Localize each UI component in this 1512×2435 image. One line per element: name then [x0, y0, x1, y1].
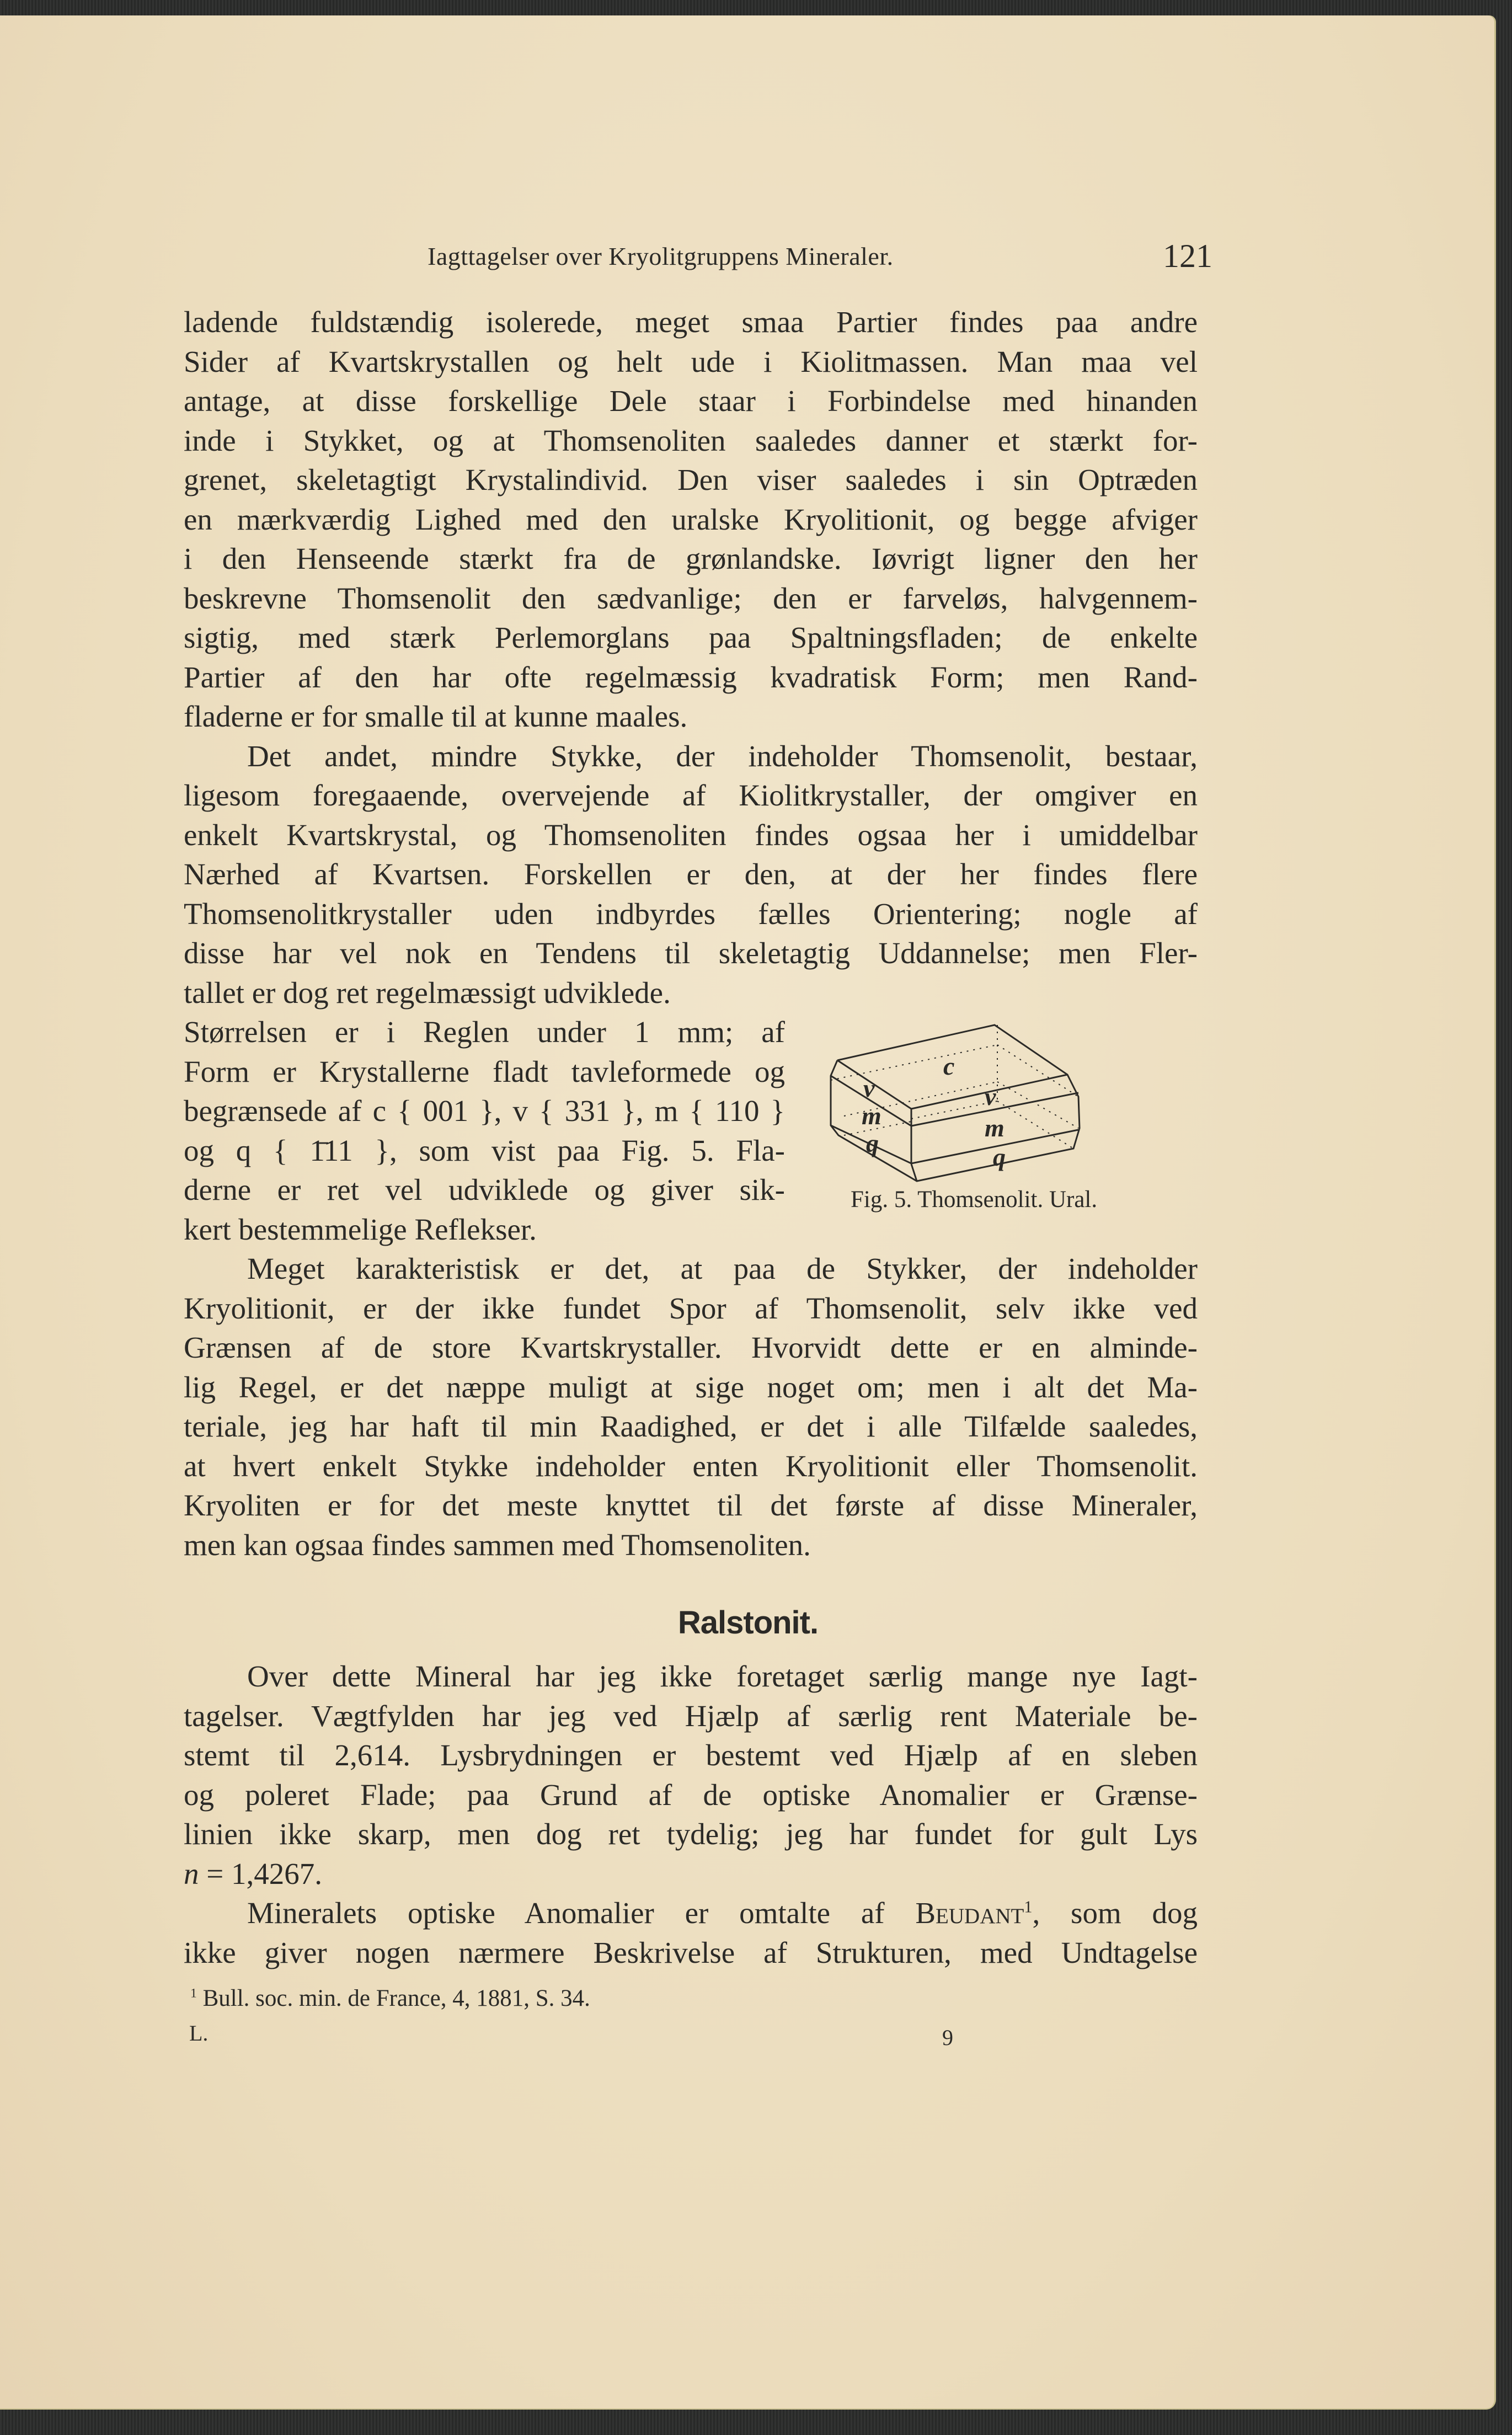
scanned-page: [0, 15, 1496, 2410]
text-line: linien ikke skarp, men dog ret tydelig; jeg har fundet for gult Lys: [184, 1817, 1198, 1851]
text-line: Nærhed af Kvartsen. Forskellen er den, at der her findes flere: [184, 857, 1198, 891]
face-label-q-left: q: [866, 1129, 879, 1157]
footnote-marker: 1: [190, 1986, 197, 2001]
section-heading: Ralstonit.: [677, 1605, 819, 1641]
text-span: , som dog: [1032, 1896, 1198, 1930]
paragraph-5: [184, 1657, 1198, 1893]
running-title: Iagttagelser over Kryolitgruppens Mineraler.: [428, 242, 894, 270]
text-line: Form er Krystallerne fladt tavleformede og: [184, 1054, 785, 1088]
text-line: kert bestemmelige Reflekser.: [184, 1212, 537, 1246]
text-line: lig Regel, er det næppe muligt at sige noget om; men i alt det Ma-: [184, 1370, 1198, 1404]
text-line: Meget karakteristisk er det, at paa de Stykker, der indeholder: [247, 1252, 1198, 1285]
text-line: tallet er dog ret regelmæssigt udviklede.: [184, 975, 671, 1010]
text-line: derne er ret vel udviklede og giver sik-: [184, 1173, 785, 1206]
text-line: Det andet, mindre Stykke, der indeholder Thomsenolit, bestaar,: [247, 739, 1198, 773]
text-line: tagelser. Vægtfylden har jeg ved Hjælp af særlig rent Materiale be-: [184, 1699, 1198, 1733]
paragraph-4: [184, 1249, 1198, 1564]
text-line: stemt til 2,614. Lysbrydningen er bestemt ved Hjælp af en sleben: [184, 1738, 1198, 1772]
face-label-c: c: [943, 1052, 955, 1080]
face-label-m-front: m: [985, 1114, 1005, 1142]
text-line: Over dette Mineral har jeg ikke foretaget særlig mange nye Iagt-: [247, 1659, 1198, 1693]
text-line: Thomsenolitkrystaller uden indbyrdes fælles Orientering; nogle af: [184, 896, 1198, 931]
author-name: Beudant: [915, 1896, 1024, 1930]
footnote-text: Bull. soc. min. de France, 4, 1881, S. 34.: [202, 1985, 590, 2011]
equation-value: 1,4267.: [231, 1856, 323, 1891]
paragraph-3: [184, 1012, 785, 1249]
crystal-figure: [811, 1008, 1214, 1213]
footnote: [190, 1985, 590, 2012]
page-number: 121: [1163, 238, 1212, 274]
face-label-v-left: v: [863, 1074, 875, 1102]
face-label-m-left: m: [862, 1102, 881, 1130]
text-line: begrænsede af c { 001 }, v { 331 }, m { 110 }: [184, 1094, 785, 1128]
figure-caption: Fig. 5. Thomsenolit. Ural.: [851, 1187, 1098, 1213]
text-line: grenet, skeletagtigt Krystalindivid. Den viser saaledes i sin Optræden: [184, 463, 1198, 496]
text-line: og poleret Flade; paa Grund af de optiske Anomalier er Grænse-: [184, 1777, 1198, 1812]
text-line: og q { 1̄11 }, som vist paa Fig. 5. Fla-: [184, 1133, 785, 1167]
text-line: inde i Stykket, og at Thomsenoliten saaledes danner et stærkt for-: [184, 423, 1198, 457]
text-line: Kryoliten er for det meste knyttet til det første af disse Mineraler,: [184, 1488, 1198, 1522]
equation-variable: n: [184, 1856, 199, 1891]
refractive-index-equation: [184, 1854, 1198, 1894]
text-line: men kan ogsaa findes sammen med Thomsenoliten.: [184, 1528, 811, 1562]
text-line: at hvert enkelt Stykke indeholder enten Kryolitionit eller Thomsenolit.: [184, 1449, 1198, 1483]
text-line: teriale, jeg har haft til min Raadighed, er det i alle Tilfælde saaledes,: [184, 1409, 1198, 1443]
text-line: Størrelsen er i Reglen under 1 mm; af: [184, 1015, 785, 1049]
footnote-reference[interactable]: 1: [1024, 1897, 1033, 1916]
text-line: ladende fuldstændig isolerede, meget smaa Partier findes paa andre: [184, 305, 1198, 339]
text-line: Sider af Kvartskrystallen og helt ude i Kiolitmassen. Man maa vel: [184, 344, 1198, 378]
text-line: fladerne er for smalle til at kunne maales.: [184, 699, 688, 733]
text-line: en mærkværdig Lighed med den uralske Kryolitionit, og begge afviger: [184, 502, 1198, 536]
text-line: Partier af den har ofte regelmæssig kvadratisk Form; men Rand-: [184, 660, 1198, 694]
equation-operator: =: [206, 1856, 224, 1891]
signature-mark: L.: [189, 2021, 209, 2046]
text-line: ligesom foregaaende, overvejende af Kiolitkrystaller, der omgiver en: [184, 778, 1198, 812]
sheet-number: 9: [942, 2025, 953, 2050]
paragraph-6: [184, 1893, 1198, 1972]
text-line: sigtig, med stærk Perlemorglans paa Spaltningsfladen; de enkelte: [184, 621, 1198, 654]
text-line: enkelt Kvartskrystal, og Thomsenoliten findes ogsaa her i umiddelbar: [184, 818, 1198, 852]
paragraph-2: [184, 736, 1198, 1013]
text-line: Grænsen af de store Kvartskrystaller. Hvorvidt dette er en alminde-: [184, 1331, 1198, 1364]
text-line: beskrevne Thomsenolit den sædvanlige; den er farveløs, halvgennem-: [184, 581, 1198, 615]
text-line: ikke giver nogen nærmere Beskrivelse af Strukturen, med Undtagelse: [184, 1935, 1198, 1969]
face-label-q-front: q: [993, 1143, 1006, 1171]
body-text-upper: [184, 302, 1198, 1564]
paragraph-1: [184, 302, 1198, 736]
text-line: antage, at disse forskellige Dele staar i Forbindelse med hinanden: [184, 384, 1198, 418]
text-span: Mineralets optiske Anomalier er omtalte af: [247, 1896, 885, 1930]
text-line: [184, 1893, 1198, 1933]
text-line: Kryolitionit, er der ikke fundet Spor af Thomsenolit, selv ikke ved: [184, 1291, 1198, 1325]
thomsenolite-crystal-drawing: [811, 1008, 1214, 1185]
face-label-v-front: v: [985, 1082, 996, 1110]
text-line: i den Henseende stærkt fra de grønlandske. Iøvrigt ligner den her: [184, 542, 1198, 575]
text-line: disse har vel nok en Tendens til skeletagtig Uddannelse; men Fler-: [184, 936, 1198, 970]
body-text-lower: [184, 1657, 1198, 1972]
